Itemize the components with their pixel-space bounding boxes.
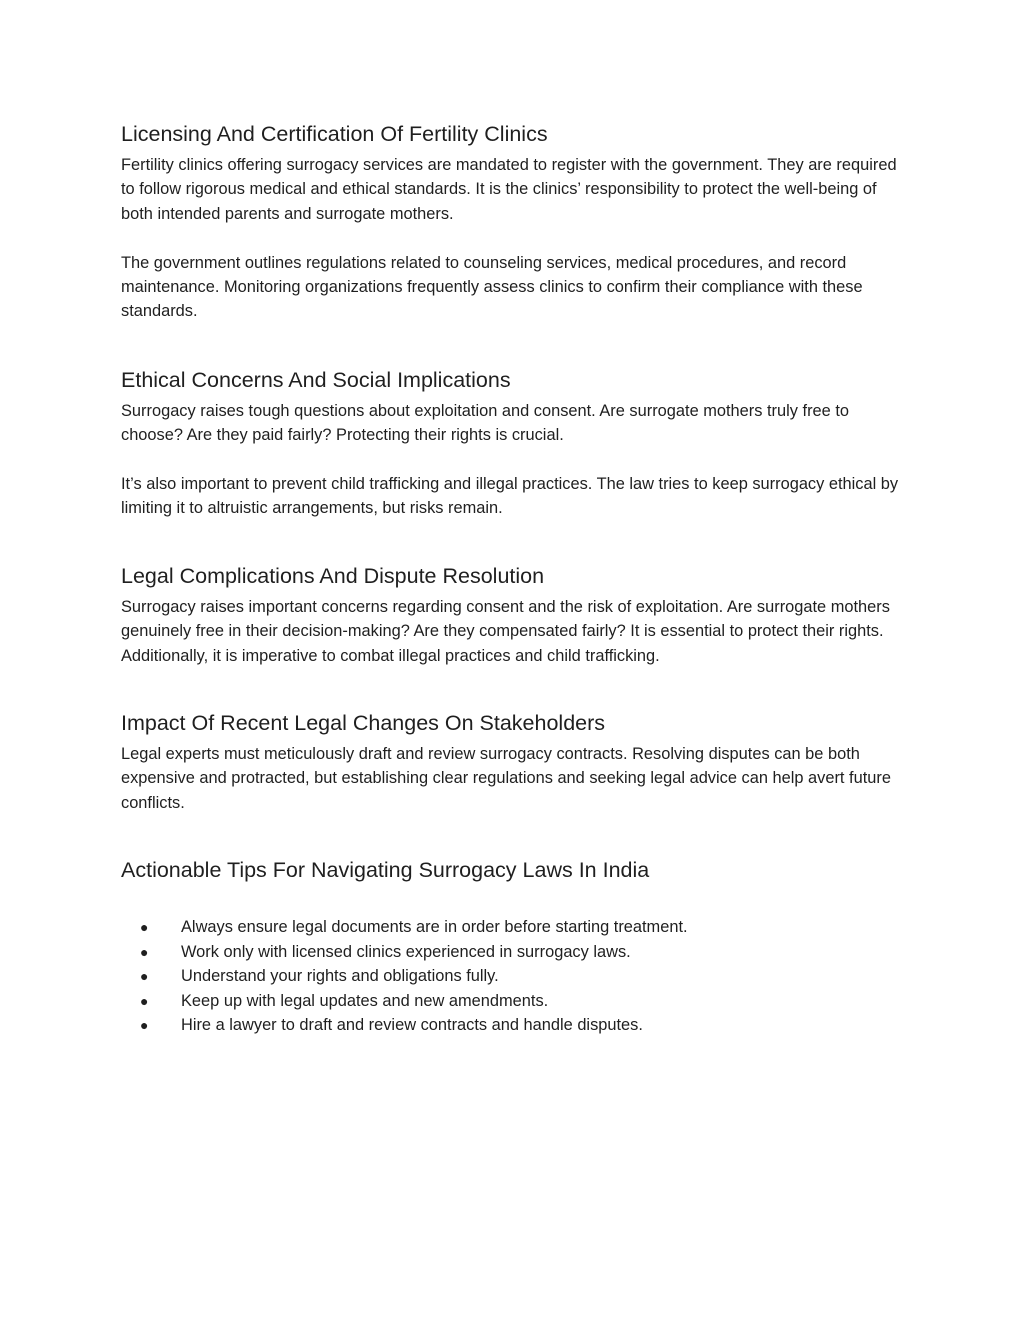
section-paragraph: The government outlines regulations related to counseling services, medical procedures, and record maintenance. Monitoring organizations frequently assess clinics to confirm their compliance with these standards. [121, 253, 863, 321]
tips-list [121, 915, 905, 1037]
section-ethical [121, 365, 905, 521]
list-item [121, 940, 905, 964]
bullet-icon: ● [140, 943, 149, 960]
list-item [121, 1013, 905, 1037]
section-licensing [121, 119, 905, 324]
list-item-text: Always ensure legal documents are in order before starting treatment. [181, 918, 688, 937]
bullet-icon: ● [140, 968, 149, 985]
section-paragraph: Surrogacy raises important concerns regarding consent and the risk of exploitation. Are surrogate mothers genuinely free in their decision-making? Are they compensated fairly? It is essential to protect their rights. Additionally, it is imperative to combat illegal practices and child trafficking. [121, 597, 890, 665]
section-heading: Licensing And Certification Of Fertility Clinics [121, 122, 548, 146]
section-heading: Legal Complications And Dispute Resolution [121, 563, 545, 588]
section-impact [121, 708, 905, 815]
document-page [121, 119, 905, 1037]
list-item-text: Work only with licensed clinics experienced in surrogacy laws. [181, 942, 631, 961]
section-heading: Ethical Concerns And Social Implications [121, 367, 511, 392]
section-heading: Impact Of Recent Legal Changes On Stakeholders [121, 711, 606, 736]
section-paragraph: Legal experts must meticulously draft and review surrogacy contracts. Resolving disputes can be both expensive and protracted, but establishing clear regulations and seeking legal advice can help avert future conflicts. [121, 745, 891, 812]
list-item [121, 964, 905, 988]
section-paragraph: Fertility clinics offering surrogacy services are mandated to register with the government. They are required to follow rigorous medical and ethical standards. It is the clinics’ responsibility to protect the well-being of both intended parents and surrogate mothers. [121, 156, 897, 223]
bullet-icon: ● [140, 992, 149, 1009]
bullet-icon: ● [140, 919, 149, 936]
section-tips [121, 855, 905, 1037]
section-heading: Actionable Tips For Navigating Surrogacy Laws In India [121, 858, 650, 883]
list-item-text: Hire a lawyer to draft and review contracts and handle disputes. [181, 1015, 643, 1034]
list-item [121, 915, 905, 939]
section-paragraph: Surrogacy raises tough questions about exploitation and consent. Are surrogate mothers truly free to choose? Are they paid fairly? Protecting their rights is crucial. [121, 401, 849, 445]
list-item-text: Understand your rights and obligations fully. [181, 967, 499, 986]
list-item [121, 989, 905, 1013]
section-paragraph: It’s also important to prevent child trafficking and illegal practices. The law tries to keep surrogacy ethical by limiting it to altruistic arrangements, but risks remain. [121, 475, 899, 518]
bullet-icon: ● [140, 1016, 149, 1033]
list-item-text: Keep up with legal updates and new amendments. [181, 991, 549, 1010]
section-legal-complications [121, 561, 905, 668]
